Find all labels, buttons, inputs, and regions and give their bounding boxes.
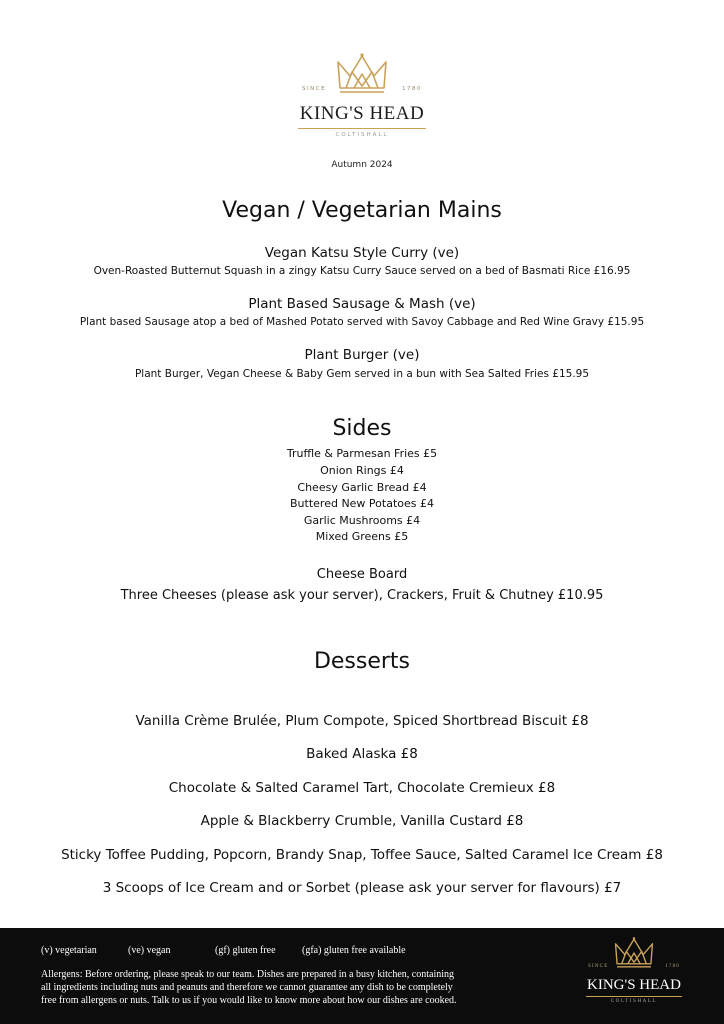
footer-since-label: SINCE xyxy=(588,964,609,969)
dessert-item: Baked Alaska £8 xyxy=(306,746,418,762)
footer-brand-name: KING'S HEAD xyxy=(587,977,681,993)
footer-year-label: 1780 xyxy=(665,964,680,969)
brand-place: COLTISHALL xyxy=(335,132,389,138)
allergens-line: all ingredients including nuts and peanuts and therefore we cannot guarantee any dish to be completely xyxy=(41,982,453,993)
dessert-item: Chocolate & Salted Caramel Tart, Chocolate Cremieux £8 xyxy=(168,780,556,796)
footer-crown-row xyxy=(574,936,694,974)
year-label: 1780 xyxy=(402,86,422,92)
side-item: Onion Rings £4 xyxy=(320,464,404,477)
since-label: SINCE xyxy=(302,86,327,92)
menu-edition: Autumn 2024 xyxy=(331,160,393,170)
dish-desc: Oven-Roasted Butternut Squash in a zingy Katsu Curry Sauce served on a bed of Basmati Rice £16.95 xyxy=(93,265,631,277)
dessert-item: 3 Scoops of Ice Cream and or Sorbet (please ask your server for flavours) £7 xyxy=(102,880,622,896)
footer-brand-divider xyxy=(586,996,682,997)
side-item: Cheesy Garlic Bread £4 xyxy=(297,481,427,494)
footer-bar xyxy=(0,928,724,1024)
dish-name: Plant Based Sausage & Mash (ve) xyxy=(248,296,476,312)
side-item: Mixed Greens £5 xyxy=(315,530,409,543)
dessert-item: Sticky Toffee Pudding, Popcorn, Brandy Snap, Toffee Sauce, Salted Caramel Ice Cream £8 xyxy=(61,847,663,863)
dish-desc: Plant Burger, Vegan Cheese & Baby Gem served in a bun with Sea Salted Fries £15.95 xyxy=(134,368,590,380)
side-item: Truffle & Parmesan Fries £5 xyxy=(286,447,438,460)
key-gluten-free-available: (gfa) gluten free available xyxy=(302,945,406,956)
footer-brand-place: COLTISHALL xyxy=(610,999,658,1004)
side-item: Buttered New Potatoes £4 xyxy=(290,497,434,510)
allergens-notice xyxy=(41,968,511,1007)
mains-heading: Vegan / Vegetarian Mains xyxy=(222,198,502,223)
sides-heading: Sides xyxy=(332,416,392,441)
dish-name: Vegan Katsu Style Curry (ve) xyxy=(264,245,460,261)
brand-name: KING'S HEAD xyxy=(299,103,425,124)
dish-desc: Plant based Sausage atop a bed of Mashed Potato served with Savoy Cabbage and Red Wine Gravy £15.95 xyxy=(79,316,645,328)
desserts-heading: Desserts xyxy=(313,649,411,674)
cheese-board-name: Cheese Board xyxy=(316,567,408,582)
cheese-board-desc: Three Cheeses (please ask your server), Crackers, Fruit & Chutney £10.95 xyxy=(120,588,604,603)
key-gluten-free: (gf) gluten free xyxy=(215,945,276,956)
dessert-item: Apple & Blackberry Crumble, Vanilla Custard £8 xyxy=(200,813,524,829)
dessert-item: Vanilla Crème Brulée, Plum Compote, Spiced Shortbread Biscuit £8 xyxy=(135,713,589,729)
key-vegan: (ve) vegan xyxy=(128,945,171,956)
crown-icon xyxy=(336,52,388,96)
brand-logo xyxy=(0,52,724,138)
key-vegetarian: (v) vegetarian xyxy=(41,945,97,956)
allergens-line: free from allergens or nuts. Talk to us if you would like to know more about how our dishes are cooked. xyxy=(41,995,457,1006)
dish-name: Plant Burger (ve) xyxy=(304,347,420,363)
allergens-line: Allergens: Before ordering, please speak to our team. Dishes are prepared in a busy kitchen, containing xyxy=(41,969,455,980)
side-item: Garlic Mushrooms £4 xyxy=(303,514,421,527)
brand-divider xyxy=(298,128,426,129)
footer-logo xyxy=(574,936,694,1004)
crown-row xyxy=(292,52,432,98)
crown-icon xyxy=(614,936,654,970)
